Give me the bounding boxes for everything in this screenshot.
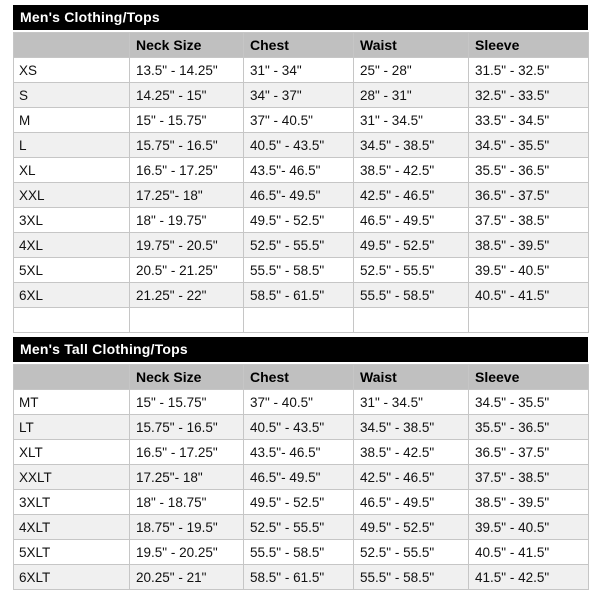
size-label-cell: MT (14, 390, 130, 415)
size-label-cell: XXLT (14, 465, 130, 490)
size-label-cell: L (14, 133, 130, 158)
measurement-cell: 46.5" - 49.5" (354, 490, 469, 515)
size-row-xxlt (14, 465, 589, 490)
size-row-3xlt (14, 490, 589, 515)
size-row-5xl (14, 258, 589, 283)
measurement-cell: 16.5" - 17.25" (130, 158, 244, 183)
measurement-cell: 49.5" - 52.5" (354, 515, 469, 540)
size-row-lt (14, 415, 589, 440)
measurement-cell: 39.5" - 40.5" (469, 515, 589, 540)
waist-column-header: Waist (354, 33, 469, 58)
measurement-cell: 34.5" - 35.5" (469, 390, 589, 415)
measurement-cell (469, 308, 589, 333)
measurement-cell: 17.25"- 18" (130, 183, 244, 208)
size-row-mt (14, 390, 589, 415)
size-row-m (14, 108, 589, 133)
sleeve-column-header: Sleeve (469, 33, 589, 58)
size-label-cell: XLT (14, 440, 130, 465)
measurement-cell: 15" - 15.75" (130, 108, 244, 133)
measurement-cell: 55.5" - 58.5" (244, 258, 354, 283)
measurement-cell: 31" - 34.5" (354, 108, 469, 133)
size-column-header (14, 365, 130, 390)
measurement-cell: 34.5" - 38.5" (354, 133, 469, 158)
chest-column-header: Chest (244, 365, 354, 390)
measurement-cell: 52.5" - 55.5" (244, 233, 354, 258)
measurement-cell: 58.5" - 61.5" (244, 283, 354, 308)
measurement-cell: 55.5" - 58.5" (244, 540, 354, 565)
measurement-cell: 40.5" - 43.5" (244, 415, 354, 440)
measurement-cell: 15.75" - 16.5" (130, 415, 244, 440)
measurement-cell: 25" - 28" (354, 58, 469, 83)
measurement-cell: 42.5" - 46.5" (354, 465, 469, 490)
mens-tall-clothing-tops-table (13, 364, 589, 590)
measurement-cell: 38.5" - 42.5" (354, 158, 469, 183)
measurement-cell: 37.5" - 38.5" (469, 465, 589, 490)
size-row-4xlt (14, 515, 589, 540)
measurement-cell: 37" - 40.5" (244, 390, 354, 415)
neck-size-column-header: Neck Size (130, 365, 244, 390)
size-label-cell: 5XL (14, 258, 130, 283)
measurement-cell: 43.5"- 46.5" (244, 158, 354, 183)
mens-clothing-tops-table (13, 32, 589, 333)
measurement-cell: 46.5"- 49.5" (244, 465, 354, 490)
column-header-row (14, 33, 589, 58)
neck-size-column-header: Neck Size (130, 33, 244, 58)
size-row-xl (14, 158, 589, 183)
measurement-cell (130, 308, 244, 333)
size-row-l (14, 133, 589, 158)
measurement-cell: 14.25" - 15" (130, 83, 244, 108)
measurement-cell: 41.5" - 42.5" (469, 565, 589, 590)
measurement-cell: 40.5" - 41.5" (469, 283, 589, 308)
measurement-cell: 34" - 37" (244, 83, 354, 108)
measurement-cell: 16.5" - 17.25" (130, 440, 244, 465)
measurement-cell: 18" - 18.75" (130, 490, 244, 515)
measurement-cell: 58.5" - 61.5" (244, 565, 354, 590)
size-label-cell: 3XL (14, 208, 130, 233)
measurement-cell: 33.5" - 34.5" (469, 108, 589, 133)
empty-row (14, 308, 589, 333)
measurement-cell: 34.5" - 38.5" (354, 415, 469, 440)
measurement-cell: 18.75" - 19.5" (130, 515, 244, 540)
column-header-row (14, 365, 589, 390)
measurement-cell: 35.5" - 36.5" (469, 158, 589, 183)
measurement-cell: 52.5" - 55.5" (354, 540, 469, 565)
measurement-cell: 19.75" - 20.5" (130, 233, 244, 258)
measurement-cell: 18" - 19.75" (130, 208, 244, 233)
measurement-cell: 31" - 34.5" (354, 390, 469, 415)
size-label-cell: XXL (14, 183, 130, 208)
measurement-cell: 35.5" - 36.5" (469, 415, 589, 440)
measurement-cell: 43.5"- 46.5" (244, 440, 354, 465)
measurement-cell: 38.5" - 39.5" (469, 233, 589, 258)
size-label-cell: 4XLT (14, 515, 130, 540)
measurement-cell: 31.5" - 32.5" (469, 58, 589, 83)
measurement-cell: 37.5" - 38.5" (469, 208, 589, 233)
measurement-cell: 19.5" - 20.25" (130, 540, 244, 565)
size-label-cell: S (14, 83, 130, 108)
mens-clothing-tops-chart (13, 5, 588, 333)
size-row-6xlt (14, 565, 589, 590)
size-label-cell: 5XLT (14, 540, 130, 565)
size-label-cell: 4XL (14, 233, 130, 258)
measurement-cell: 34.5" - 35.5" (469, 133, 589, 158)
size-label-cell: 3XLT (14, 490, 130, 515)
size-row-5xlt (14, 540, 589, 565)
measurement-cell: 49.5" - 52.5" (244, 208, 354, 233)
measurement-cell: 32.5" - 33.5" (469, 83, 589, 108)
size-column-header (14, 33, 130, 58)
mens-tall-clothing-tops-chart (13, 337, 588, 590)
measurement-cell (354, 308, 469, 333)
measurement-cell: 37" - 40.5" (244, 108, 354, 133)
measurement-cell (244, 308, 354, 333)
measurement-cell: 52.5" - 55.5" (244, 515, 354, 540)
size-row-6xl (14, 283, 589, 308)
measurement-cell: 42.5" - 46.5" (354, 183, 469, 208)
size-row-xs (14, 58, 589, 83)
size-row-4xl (14, 233, 589, 258)
measurement-cell: 17.25"- 18" (130, 465, 244, 490)
measurement-cell: 46.5" - 49.5" (354, 208, 469, 233)
measurement-cell: 20.25" - 21" (130, 565, 244, 590)
measurement-cell: 15.75" - 16.5" (130, 133, 244, 158)
waist-column-header: Waist (354, 365, 469, 390)
table-title-mens-clothing-tops: Men's Clothing/Tops (13, 5, 588, 30)
measurement-cell: 49.5" - 52.5" (244, 490, 354, 515)
measurement-cell: 28" - 31" (354, 83, 469, 108)
measurement-cell: 21.25" - 22" (130, 283, 244, 308)
size-row-s (14, 83, 589, 108)
measurement-cell: 49.5" - 52.5" (354, 233, 469, 258)
chest-column-header: Chest (244, 33, 354, 58)
measurement-cell: 39.5" - 40.5" (469, 258, 589, 283)
measurement-cell: 36.5" - 37.5" (469, 440, 589, 465)
measurement-cell: 38.5" - 42.5" (354, 440, 469, 465)
measurement-cell: 20.5" - 21.25" (130, 258, 244, 283)
size-label-cell: 6XLT (14, 565, 130, 590)
size-row-3xl (14, 208, 589, 233)
measurement-cell: 55.5" - 58.5" (354, 283, 469, 308)
measurement-cell: 52.5" - 55.5" (354, 258, 469, 283)
size-label-cell: XL (14, 158, 130, 183)
size-label-cell: M (14, 108, 130, 133)
measurement-cell: 40.5" - 43.5" (244, 133, 354, 158)
measurement-cell: 13.5" - 14.25" (130, 58, 244, 83)
size-label-cell: XS (14, 58, 130, 83)
measurement-cell: 55.5" - 58.5" (354, 565, 469, 590)
size-row-xlt (14, 440, 589, 465)
measurement-cell: 36.5" - 37.5" (469, 183, 589, 208)
size-row-xxl (14, 183, 589, 208)
size-label-cell: LT (14, 415, 130, 440)
measurement-cell: 15" - 15.75" (130, 390, 244, 415)
measurement-cell: 46.5"- 49.5" (244, 183, 354, 208)
size-label-cell (14, 308, 130, 333)
measurement-cell: 31" - 34" (244, 58, 354, 83)
sleeve-column-header: Sleeve (469, 365, 589, 390)
measurement-cell: 40.5" - 41.5" (469, 540, 589, 565)
size-label-cell: 6XL (14, 283, 130, 308)
table-title-mens-tall-clothing-tops: Men's Tall Clothing/Tops (13, 337, 588, 362)
measurement-cell: 38.5" - 39.5" (469, 490, 589, 515)
